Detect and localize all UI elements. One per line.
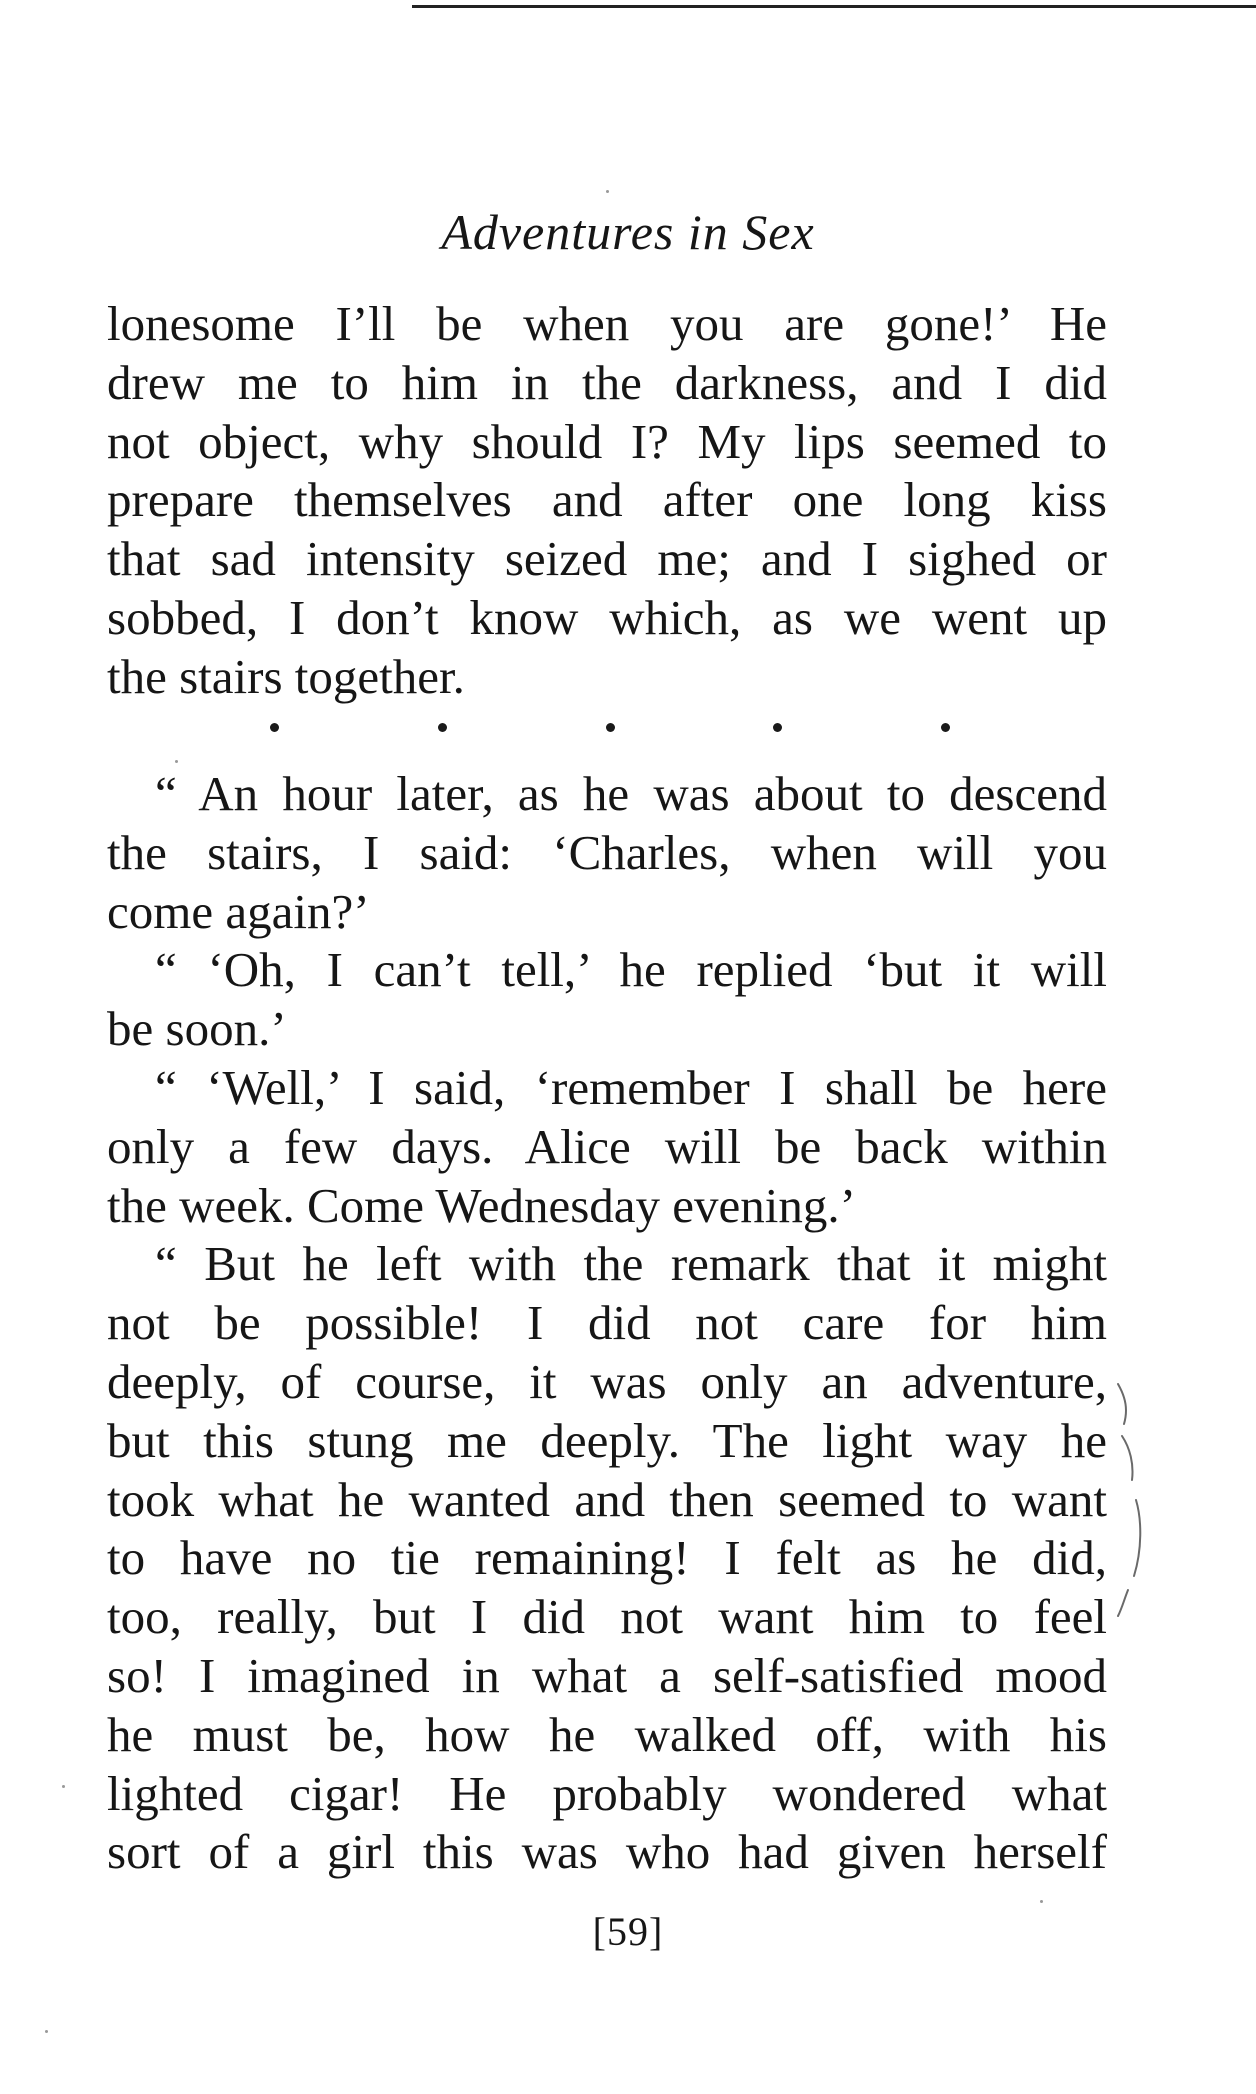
paper-speck <box>45 2030 48 2033</box>
ellipsis-dot <box>270 723 279 732</box>
text-line: come again?’ <box>107 883 370 939</box>
page-number: [59] <box>592 1909 664 1954</box>
section-break <box>270 712 950 742</box>
text-line: drew me to him in the darkness, and I did <box>107 354 1107 410</box>
paper-speck <box>62 1785 65 1788</box>
text-line: so! I imagined in what a self-satisfied mood <box>107 1647 1107 1703</box>
text-line: lonesome I’ll be when you are gone!’ He <box>107 296 1107 351</box>
text-line: be soon.’ <box>107 1001 287 1057</box>
text-line: he must be, how he walked off, with his <box>107 1706 1107 1762</box>
text-line: deeply, of course, it was only an adventure, <box>107 1353 1107 1409</box>
text-line: too, really, but I did not want him to feel <box>107 1589 1107 1645</box>
paper-speck <box>606 190 609 193</box>
text-line: “ ‘Well,’ I said, ‘remember I shall be here <box>155 1059 1107 1115</box>
text-line: that sad intensity seized me; and I sighed or <box>107 531 1107 587</box>
text-line: took what he wanted and then seemed to want <box>107 1471 1107 1527</box>
text-line: “ ‘Oh, I can’t tell,’ he replied ‘but it will <box>155 942 1107 998</box>
text-line: the week. Come Wednesday evening.’ <box>107 1177 856 1233</box>
text-line: sort of a girl this was who had given herself <box>107 1824 1107 1880</box>
text-line: lighted cigar! He probably wondered what <box>107 1765 1107 1821</box>
paragraph-continuation <box>107 295 1107 707</box>
text-line: “ An hour later, as he was about to descend <box>155 766 1107 821</box>
text-line: not object, why should I? My lips seemed to <box>107 413 1107 469</box>
dialogue-section <box>107 765 1107 1882</box>
paper-speck <box>1040 1900 1043 1903</box>
paper-speck <box>175 760 178 763</box>
margin-pencil-mark <box>1112 1380 1152 1620</box>
text-line: not be possible! I did not care for him <box>107 1295 1107 1351</box>
ellipsis-dot <box>941 723 950 732</box>
top-rule <box>412 5 1256 8</box>
text-line: “ But he left with the remark that it might <box>155 1236 1107 1292</box>
text-line: the stairs together. <box>107 648 465 704</box>
text-line: but this stung me deeply. The light way he <box>107 1412 1107 1468</box>
text-line: the stairs, I said: ‘Charles, when will you <box>107 824 1107 880</box>
text-line: sobbed, I don’t know which, as we went up <box>107 589 1107 645</box>
ellipsis-dot <box>773 723 782 732</box>
running-head: Adventures in Sex <box>441 204 815 260</box>
text-line: to have no tie remaining! I felt as he did, <box>107 1530 1107 1586</box>
text-line: only a few days. Alice will be back within <box>107 1118 1107 1174</box>
text-line: prepare themselves and after one long kiss <box>107 472 1107 528</box>
ellipsis-dot <box>606 723 615 732</box>
ellipsis-dot <box>438 723 447 732</box>
